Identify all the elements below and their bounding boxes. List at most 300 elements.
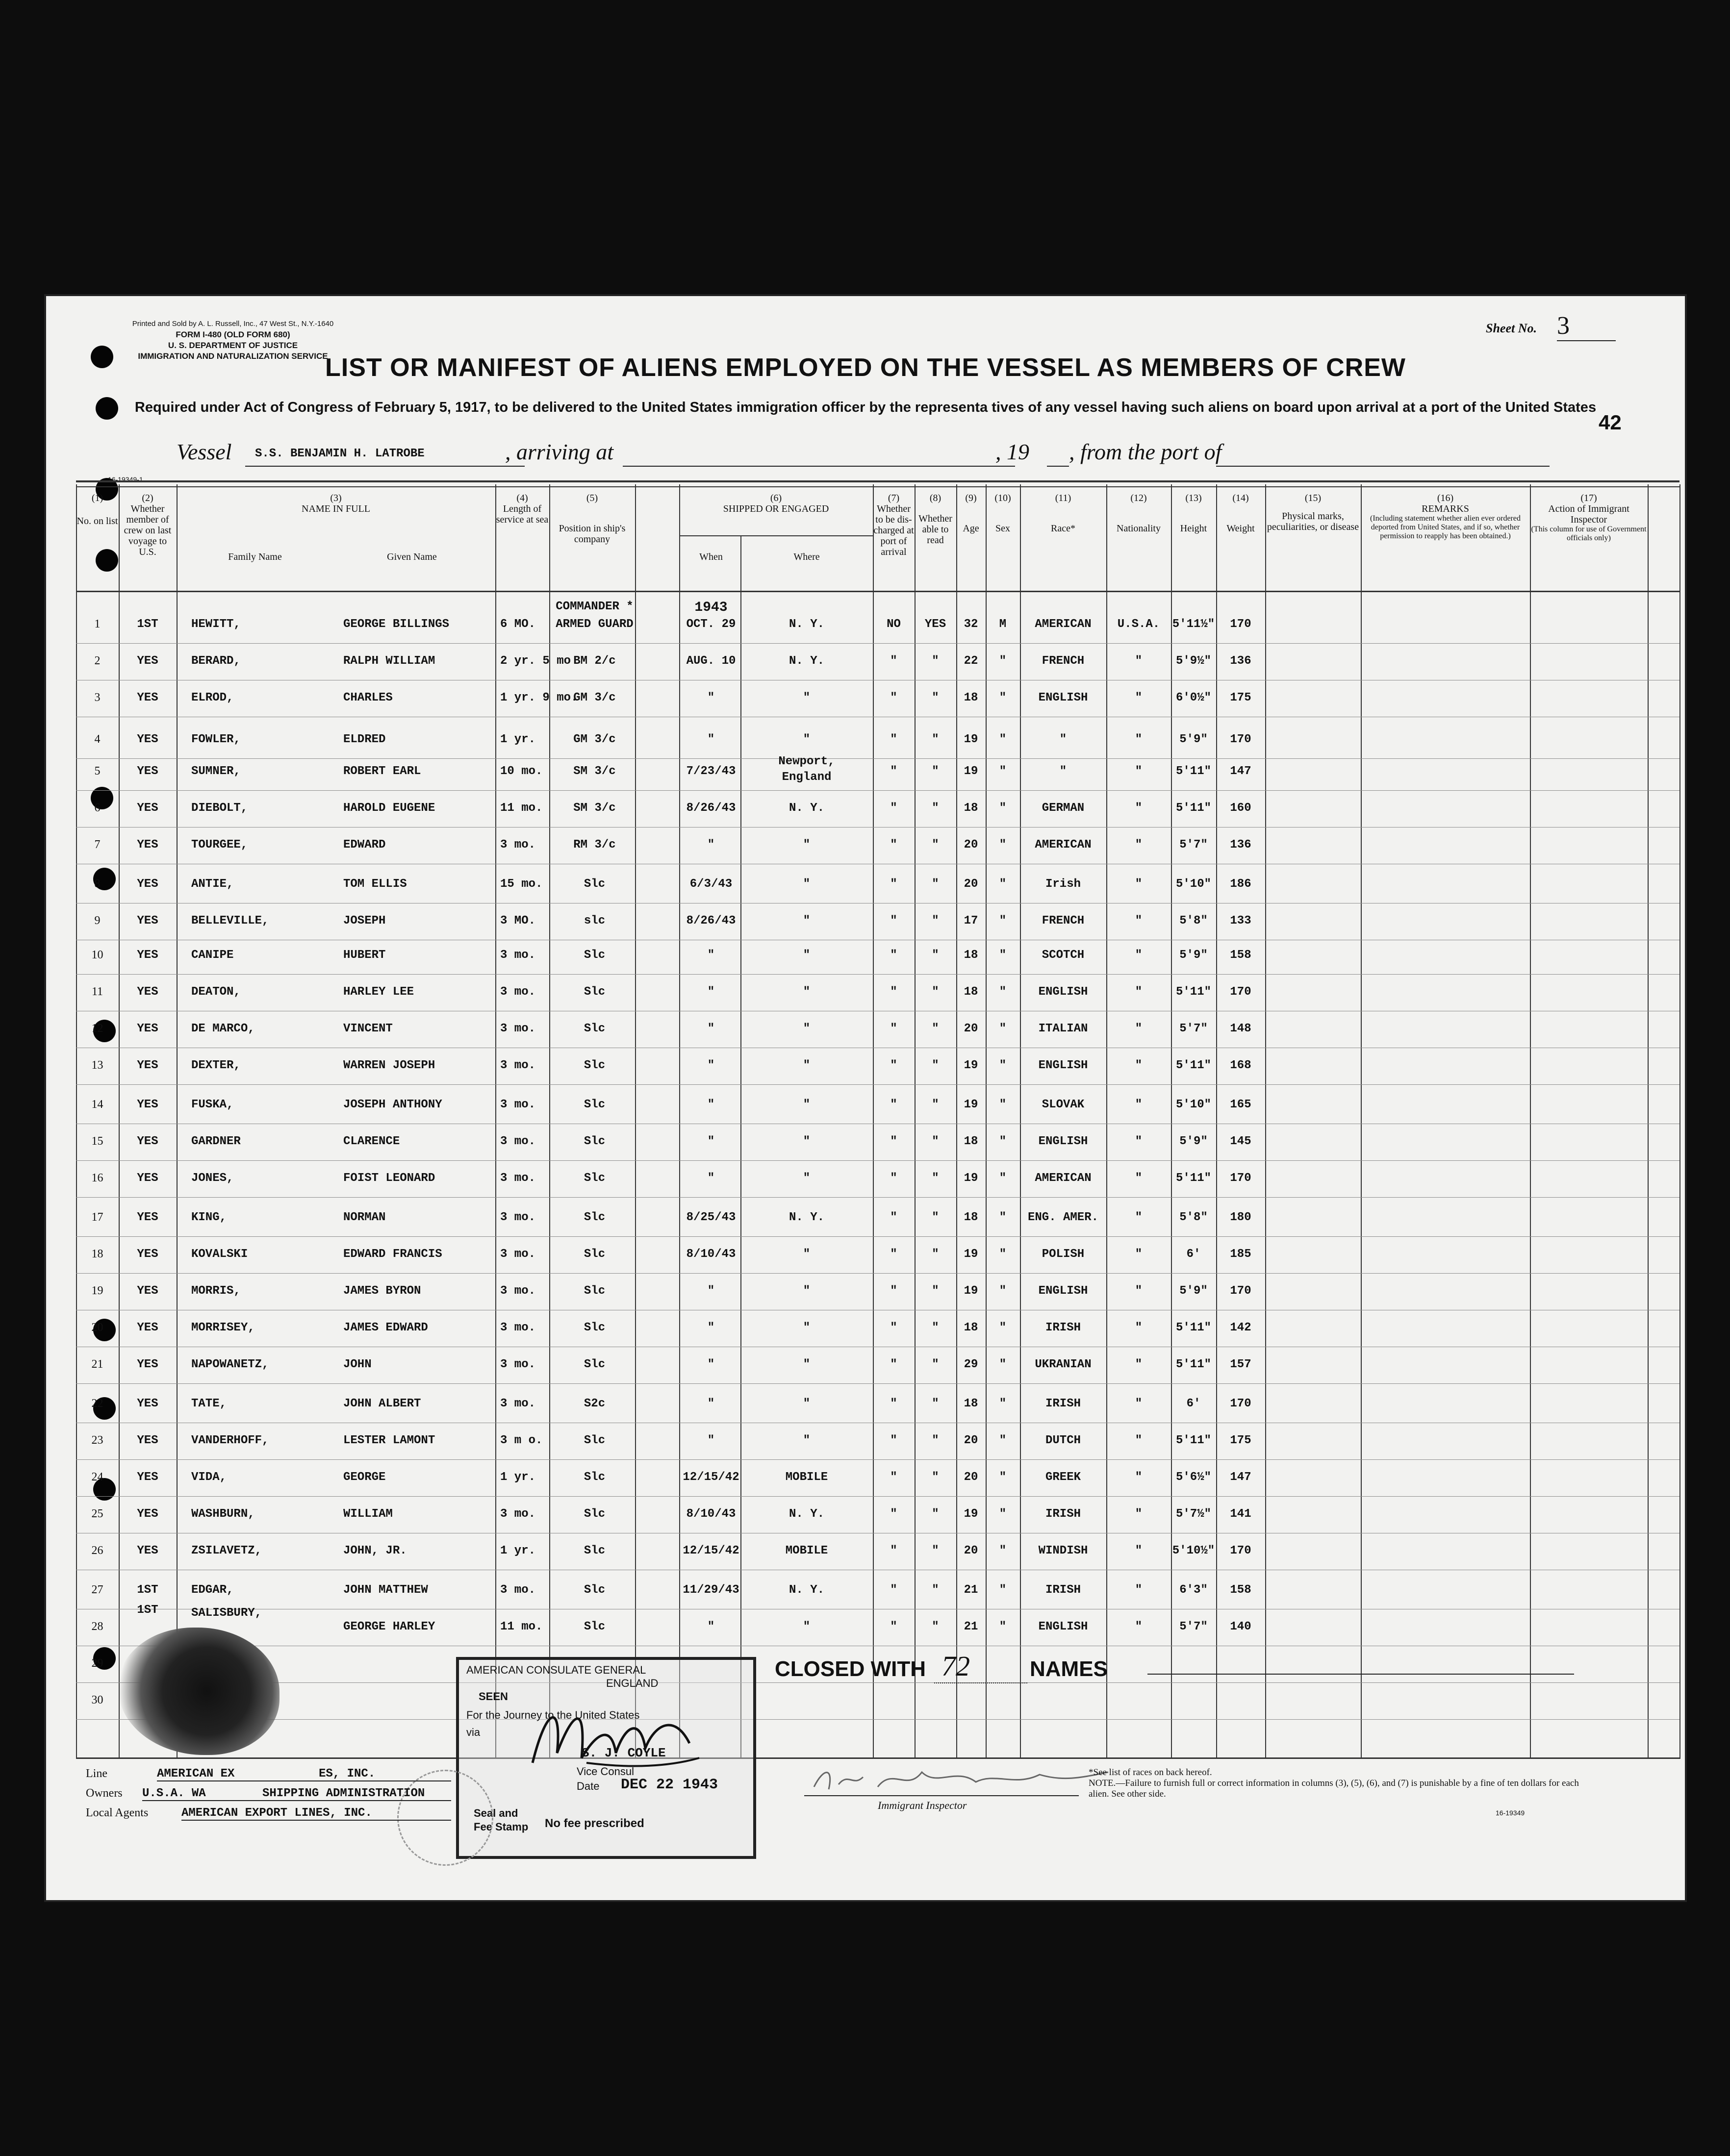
- cell-when: ": [707, 985, 715, 999]
- vessel-label: Vessel: [177, 439, 232, 464]
- cell-position: Slc: [584, 949, 606, 962]
- cell-service: 3 mo.: [500, 1397, 536, 1410]
- cell-weight: 147: [1230, 1471, 1251, 1484]
- cell-where: ": [803, 877, 811, 891]
- cell-weight: 136: [1230, 838, 1251, 852]
- cell-race: ITALIAN: [1038, 1022, 1088, 1035]
- cell-weight: 186: [1230, 877, 1251, 891]
- cell-sex: ": [999, 1022, 1007, 1035]
- cell-prior: YES: [137, 949, 158, 962]
- cell-discharged: ": [890, 985, 897, 999]
- cell-nationality: ": [1135, 1172, 1143, 1185]
- cell-weight: 180: [1230, 1211, 1251, 1224]
- cell-no: 21: [91, 1358, 103, 1371]
- cell-given: HAROLD EUGENE: [343, 802, 435, 815]
- col-num: (14): [1232, 493, 1249, 503]
- cell-position: Slc: [584, 1544, 606, 1557]
- cell-given: LESTER LAMONT: [343, 1434, 435, 1447]
- cell-given: JOHN: [343, 1358, 372, 1371]
- cell-no: 22: [91, 1397, 103, 1410]
- cell-where-line2: England: [782, 771, 832, 784]
- cell-prior: YES: [137, 765, 158, 778]
- cell-weight: 157: [1230, 1358, 1251, 1371]
- cell-nationality: ": [1135, 691, 1143, 704]
- cell-position: Slc: [584, 1471, 606, 1484]
- cell-weight: 165: [1230, 1098, 1251, 1111]
- cell-where: ": [803, 1022, 811, 1035]
- cell-discharged: ": [890, 1248, 897, 1261]
- cell-service: 11 mo.: [500, 1620, 543, 1633]
- cell-read: ": [932, 877, 939, 891]
- cell-discharged: ": [890, 1059, 897, 1072]
- col-num: (6): [770, 493, 782, 503]
- cell-family: FOWLER,: [191, 733, 241, 746]
- cell-nationality: ": [1135, 1059, 1143, 1072]
- cell-no: 29: [91, 1657, 103, 1670]
- cell-read: ": [932, 1471, 939, 1484]
- cell-age: 19: [964, 1507, 978, 1521]
- cell-where: ": [803, 1059, 811, 1072]
- cell-when: ": [707, 1434, 715, 1447]
- cell-position: Slc: [584, 1434, 606, 1447]
- cell-discharged: ": [890, 1172, 897, 1185]
- cell-height: 5'7": [1179, 1620, 1208, 1633]
- cell-no: 26: [91, 1544, 103, 1557]
- cell-prior: YES: [137, 877, 158, 891]
- cell-height: 5'11": [1175, 1321, 1211, 1334]
- cell-age: 19: [964, 1172, 978, 1185]
- col-label: SHIPPED OR ENGAGED: [723, 503, 829, 514]
- cell-position: RM 3/c: [573, 838, 616, 852]
- cell-age: 18: [964, 949, 978, 962]
- sheet-number: 3: [1557, 311, 1616, 341]
- cell-race: ": [1059, 733, 1067, 746]
- cell-prior: YES: [137, 1059, 158, 1072]
- cell-sex: ": [999, 1434, 1007, 1447]
- cell-service: 1 yr.: [500, 1471, 536, 1484]
- cell-read: ": [932, 1321, 939, 1334]
- cell-age: 20: [964, 838, 978, 852]
- footer-notes: [1089, 1767, 1579, 1800]
- cell-weight: 170: [1230, 1544, 1251, 1557]
- cell-read: ": [932, 802, 939, 815]
- cell-sex: ": [999, 1135, 1007, 1148]
- cell-no: 17: [91, 1211, 103, 1224]
- cell-race: ENGLISH: [1038, 1284, 1088, 1298]
- form-number: FORM I-480 (OLD FORM 680): [176, 330, 290, 339]
- cell-sex: ": [999, 802, 1007, 815]
- cell-race: POLISH: [1042, 1248, 1085, 1261]
- cell-position: Slc: [584, 1172, 606, 1185]
- punch-hole: [96, 397, 118, 420]
- cell-given: NORMAN: [343, 1211, 386, 1224]
- cell-age: 18: [964, 1397, 978, 1410]
- cell-weight: 170: [1230, 1284, 1251, 1298]
- cell-race: SCOTCH: [1042, 949, 1085, 962]
- cell-height: 5'9": [1179, 733, 1208, 746]
- cell-discharged: ": [890, 1284, 897, 1298]
- punch-hole: [96, 549, 118, 572]
- cell-age: 18: [964, 1211, 978, 1224]
- cell-prior: YES: [137, 1544, 158, 1557]
- cell-service: 1 yr.: [500, 1544, 536, 1557]
- cell-position: GM 3/c: [573, 691, 616, 704]
- cell-position: Slc: [584, 1098, 606, 1111]
- col-label: Height: [1180, 523, 1207, 534]
- col-num: (5): [586, 493, 598, 503]
- col-num: (15): [1304, 493, 1322, 503]
- cell-read: ": [932, 1620, 939, 1633]
- line-value2: ES, INC.: [319, 1767, 376, 1780]
- cell-prior: YES: [137, 1172, 158, 1185]
- cell-sex: ": [999, 914, 1007, 928]
- cell-weight: 145: [1230, 1135, 1251, 1148]
- cell-height: 5'11": [1175, 1172, 1211, 1185]
- cell-where: N. Y.: [789, 654, 824, 668]
- cell-nationality: ": [1135, 914, 1143, 928]
- stamp-seal-label: Seal and: [474, 1807, 518, 1819]
- cell-read: ": [932, 1544, 939, 1557]
- service: IMMIGRATION AND NATURALIZATION SERVICE: [138, 351, 328, 361]
- cell-race: UKRANIAN: [1035, 1358, 1092, 1371]
- cell-sex: ": [999, 1544, 1007, 1557]
- cell-discharged: ": [890, 802, 897, 815]
- cell-nationality: ": [1135, 733, 1143, 746]
- cell-prior: YES: [137, 1507, 158, 1521]
- cell-nationality: ": [1135, 1434, 1143, 1447]
- cell-when: 11/29/43: [683, 1583, 739, 1597]
- cell-age: 19: [964, 1098, 978, 1111]
- col-detail: (Including statement whether alien ever ordered deported from United States, and if so, whether permission to reapply has been obtained.): [1370, 514, 1521, 540]
- round-stamp-icon: [397, 1770, 493, 1866]
- cell-read: ": [932, 1022, 939, 1035]
- vessel-name: S.S. BENJAMIN H. LATROBE: [255, 447, 425, 460]
- cell-read: ": [932, 1172, 939, 1185]
- cell-height: 6': [1186, 1397, 1201, 1410]
- cell-age: 21: [964, 1583, 978, 1597]
- cell-position: Slc: [584, 1321, 606, 1334]
- cell-family: NAPOWANETZ,: [191, 1358, 269, 1371]
- cell-weight: 133: [1230, 914, 1251, 928]
- cell-nationality: ": [1135, 1098, 1143, 1111]
- cell-age: 19: [964, 733, 978, 746]
- cell-service: 3 mo.: [500, 1284, 536, 1298]
- names-label: NAMES: [1030, 1657, 1108, 1681]
- cell-sex: ": [999, 733, 1007, 746]
- owners-value: U.S.A. WA: [142, 1787, 206, 1800]
- col-label: REMARKS: [1422, 503, 1469, 514]
- cell-nationality: ": [1135, 949, 1143, 962]
- cell-height: 6'3": [1179, 1583, 1208, 1597]
- cell-where: ": [803, 949, 811, 962]
- cell-given: EDWARD: [343, 838, 386, 852]
- cell-age: 18: [964, 985, 978, 999]
- cell-weight: 147: [1230, 765, 1251, 778]
- cell-sex: ": [999, 1397, 1007, 1410]
- cell-when: 6/3/43: [689, 877, 733, 891]
- cell-where: ": [803, 1135, 811, 1148]
- cell-family: MORRIS,: [191, 1284, 241, 1298]
- cell-race: ENGLISH: [1038, 1059, 1088, 1072]
- cell-position-line1: COMMANDER *: [556, 600, 634, 613]
- cell-no: 10: [91, 949, 103, 961]
- cell-service: 11 mo.: [500, 802, 543, 815]
- cell-no: 1: [94, 618, 101, 630]
- cell-read: ": [932, 765, 939, 778]
- cell-sex: ": [999, 1248, 1007, 1261]
- consulate-stamp: [456, 1657, 756, 1859]
- cell-age: 19: [964, 1284, 978, 1298]
- cell-family: BELLEVILLE,: [191, 914, 269, 928]
- cell-family: SALISBURY,: [191, 1606, 262, 1620]
- col-num: (1): [91, 493, 103, 503]
- cell-discharged: ": [890, 733, 897, 746]
- cell-service: 6 MO.: [500, 618, 536, 631]
- col-label: Physical marks, peculiarities, or disease: [1267, 511, 1359, 532]
- owners-value2: SHIPPING ADMINISTRATION: [262, 1787, 425, 1800]
- stamp-line4: For the Journey to the United States: [466, 1709, 640, 1721]
- cell-no: 24: [91, 1471, 103, 1483]
- cell-where: N. Y.: [789, 1583, 824, 1597]
- cell-prior: YES: [137, 1397, 158, 1410]
- cell-sex: ": [999, 1098, 1007, 1111]
- cell-weight: 170: [1230, 1397, 1251, 1410]
- cell-no: 11: [91, 985, 103, 998]
- cell-family: MORRISEY,: [191, 1321, 255, 1334]
- cell-no: 6: [94, 802, 101, 814]
- stamp-line1: AMERICAN CONSULATE GENERAL: [466, 1664, 646, 1676]
- cell-sex: ": [999, 949, 1007, 962]
- cell-prior: YES: [137, 733, 158, 746]
- cell-service: 3 mo.: [500, 1211, 536, 1224]
- cell-family: DE MARCO,: [191, 1022, 255, 1035]
- col-sub-family: Family Name: [228, 552, 282, 562]
- cell-family: HEWITT,: [191, 618, 241, 631]
- cell-sex: ": [999, 877, 1007, 891]
- cell-height: 5'11": [1175, 985, 1211, 999]
- cell-discharged: ": [890, 914, 897, 928]
- cell-weight: 175: [1230, 691, 1251, 704]
- cell-age: 19: [964, 1059, 978, 1072]
- cell-when: 8/10/43: [686, 1507, 736, 1521]
- cell-where: ": [803, 1434, 811, 1447]
- cell-when: AUG. 10: [686, 654, 736, 668]
- cell-when: ": [707, 1321, 715, 1334]
- cell-race: ": [1059, 765, 1067, 778]
- cell-given: JOSEPH ANTHONY: [343, 1098, 442, 1111]
- cell-where: N. Y.: [789, 618, 824, 631]
- cell-service: 2 yr. 5 mo: [500, 654, 571, 668]
- cell-where: ": [803, 985, 811, 999]
- cell-nationality: ": [1135, 802, 1143, 815]
- stamp-date-label: Date: [577, 1780, 600, 1792]
- cell-height: 5'10": [1175, 1098, 1211, 1111]
- cell-given: FOIST LEONARD: [343, 1172, 435, 1185]
- cell-family: CANIPE: [191, 949, 234, 962]
- cell-read: YES: [924, 618, 946, 631]
- cell-where: MOBILE: [785, 1471, 828, 1484]
- cell-family: VANDERHOFF,: [191, 1434, 269, 1447]
- cell-age: 18: [964, 802, 978, 815]
- cell-where: ": [803, 1284, 811, 1298]
- cell-no: 15: [91, 1135, 103, 1148]
- cell-read: ": [932, 654, 939, 668]
- cell-read: ": [932, 1135, 939, 1148]
- cell-given: RALPH WILLIAM: [343, 654, 435, 668]
- cell-discharged: ": [890, 691, 897, 704]
- cell-weight: 170: [1230, 1172, 1251, 1185]
- col-sub-where: Where: [793, 552, 820, 562]
- cell-race: ENGLISH: [1038, 1135, 1088, 1148]
- cell-when: ": [707, 733, 715, 746]
- agents-value: AMERICAN EXPORT LINES, INC.: [181, 1806, 372, 1820]
- cell-no: 7: [94, 838, 101, 851]
- cell-read: ": [932, 985, 939, 999]
- cell-nationality: ": [1135, 654, 1143, 668]
- cell-prior: YES: [137, 1135, 158, 1148]
- cell-when: ": [707, 1620, 715, 1633]
- cell-height: 5'8": [1179, 1211, 1208, 1224]
- cell-nationality: ": [1135, 985, 1143, 999]
- cell-position: Slc: [584, 1022, 606, 1035]
- cell-discharged: ": [890, 1583, 897, 1597]
- cell-height: 5'10": [1175, 877, 1211, 891]
- cell-prior: YES: [137, 1358, 158, 1371]
- cell-age: 17: [964, 914, 978, 928]
- cell-given: WILLIAM: [343, 1507, 393, 1521]
- page-subtitle: Required under Act of Congress of February 5, 1917, to be delivered to the United States immigration officer by the representa tives of any vessel having such aliens on board upon arrival at a port of the United States: [134, 400, 1597, 415]
- cell-position: slc: [584, 914, 606, 928]
- cell-read: ": [932, 733, 939, 746]
- cell-discharged: ": [890, 654, 897, 668]
- col-label: Race*: [1051, 523, 1075, 534]
- cell-where: ": [803, 1248, 811, 1261]
- from-port-label: , from the port of: [1069, 439, 1222, 464]
- cell-weight: 170: [1230, 733, 1251, 746]
- cell-sex: ": [999, 1284, 1007, 1298]
- cell-sex: ": [999, 765, 1007, 778]
- col-num: (12): [1130, 493, 1147, 503]
- cell-age: 20: [964, 1471, 978, 1484]
- cell-nationality: ": [1135, 1397, 1143, 1410]
- cell-family: DEXTER,: [191, 1059, 241, 1072]
- cell-read: ": [932, 1098, 939, 1111]
- cell-nationality: ": [1135, 877, 1143, 891]
- cell-position: Slc: [584, 1248, 606, 1261]
- col-num: (3): [330, 493, 342, 503]
- cell-service: 3 mo.: [500, 1135, 536, 1148]
- cell-family: VIDA,: [191, 1471, 227, 1484]
- cell-no: 16: [91, 1172, 103, 1184]
- cell-position: Slc: [584, 1620, 606, 1633]
- cell-position: Slc: [584, 985, 606, 999]
- cell-read: ": [932, 1211, 939, 1224]
- cell-sex: ": [999, 691, 1007, 704]
- cell-when: OCT. 29: [686, 618, 736, 631]
- stamp-line3: SEEN: [479, 1690, 508, 1703]
- cell-prior: 1ST: [137, 1604, 158, 1617]
- owners-label: Owners: [86, 1787, 123, 1800]
- note-fine: NOTE.—Failure to furnish full or correct information in columns (3), (5), (6), and (7) is punishable by a fine of ten dollars for each alien. See other side.: [1089, 1778, 1579, 1799]
- cell-given: JOSEPH: [343, 914, 386, 928]
- stamp-line2: ENGLAND: [606, 1677, 659, 1689]
- cell-prior: 1ST: [137, 618, 158, 631]
- cell-sex: ": [999, 654, 1007, 668]
- form-code: 16-19349-1: [108, 476, 143, 483]
- cell-service: 3 mo.: [500, 985, 536, 999]
- cell-race: GERMAN: [1042, 802, 1085, 815]
- cell-weight: 141: [1230, 1507, 1251, 1521]
- cell-no: 20: [91, 1321, 103, 1334]
- cell-race: DUTCH: [1045, 1434, 1081, 1447]
- cell-where: Newport,: [778, 755, 835, 768]
- cell-read: ": [932, 1284, 939, 1298]
- cell-where: ": [803, 691, 811, 704]
- inspector-label: Immigrant Inspector: [878, 1799, 967, 1811]
- cell-where: ": [803, 1172, 811, 1185]
- cell-weight: 158: [1230, 949, 1251, 962]
- cell-sex: ": [999, 1583, 1007, 1597]
- cell-sex: M: [999, 618, 1007, 631]
- cell-nationality: ": [1135, 1358, 1143, 1371]
- cell-family: DIEBOLT,: [191, 802, 248, 815]
- closed-with-label: CLOSED WITH: [775, 1657, 926, 1681]
- cell-height: 5'7": [1179, 1022, 1208, 1035]
- cell-given: TOM ELLIS: [343, 877, 407, 891]
- cell-prior: YES: [137, 985, 158, 999]
- cell-read: ": [932, 691, 939, 704]
- cell-when: 8/26/43: [686, 802, 736, 815]
- cell-family: TOURGEE,: [191, 838, 248, 852]
- cell-when: ": [707, 691, 715, 704]
- line-value: AMERICAN EX: [157, 1767, 235, 1780]
- col-label: Position in ship's company: [559, 523, 626, 545]
- cell-read: ": [932, 838, 939, 852]
- cell-read: ": [932, 1059, 939, 1072]
- closed-count: 72: [941, 1650, 970, 1682]
- cell-when: ": [707, 1284, 715, 1298]
- cell-age: 22: [964, 654, 978, 668]
- cell-discharged: ": [890, 1397, 897, 1410]
- cell-given: HUBERT: [343, 949, 386, 962]
- cell-when: ": [707, 1172, 715, 1185]
- col-num: (17): [1580, 493, 1597, 503]
- cell-given: GEORGE HARLEY: [343, 1620, 435, 1633]
- cell-where: ": [803, 1620, 811, 1633]
- department: U. S. DEPARTMENT OF JUSTICE: [168, 341, 298, 350]
- cell-where: ": [803, 838, 811, 852]
- cell-prior: YES: [137, 914, 158, 928]
- cell-age: 18: [964, 1321, 978, 1334]
- cell-weight: 136: [1230, 654, 1251, 668]
- cell-service: 3 mo.: [500, 1098, 536, 1111]
- cell-weight: 168: [1230, 1059, 1251, 1072]
- cell-service: 3 mo.: [500, 1172, 536, 1185]
- cell-prior: 1ST: [137, 1583, 158, 1597]
- cell-height: 5'9½": [1175, 654, 1211, 668]
- footer-form-code: 16-19349: [1496, 1809, 1525, 1817]
- cell-given: HARLEY LEE: [343, 985, 414, 999]
- cell-family: SUMNER,: [191, 765, 241, 778]
- cell-family: DEATON,: [191, 985, 241, 999]
- arriving-label: , arriving at: [505, 439, 614, 464]
- cell-discharged: ": [890, 1358, 897, 1371]
- cell-given: JOHN, JR.: [343, 1544, 407, 1557]
- cell-position: Slc: [584, 1358, 606, 1371]
- cell-weight: 185: [1230, 1248, 1251, 1261]
- cell-race: AMERICAN: [1035, 618, 1092, 631]
- printer-line: Printed and Sold by A. L. Russell, Inc., 47 West St., N.Y.-1640: [132, 320, 334, 328]
